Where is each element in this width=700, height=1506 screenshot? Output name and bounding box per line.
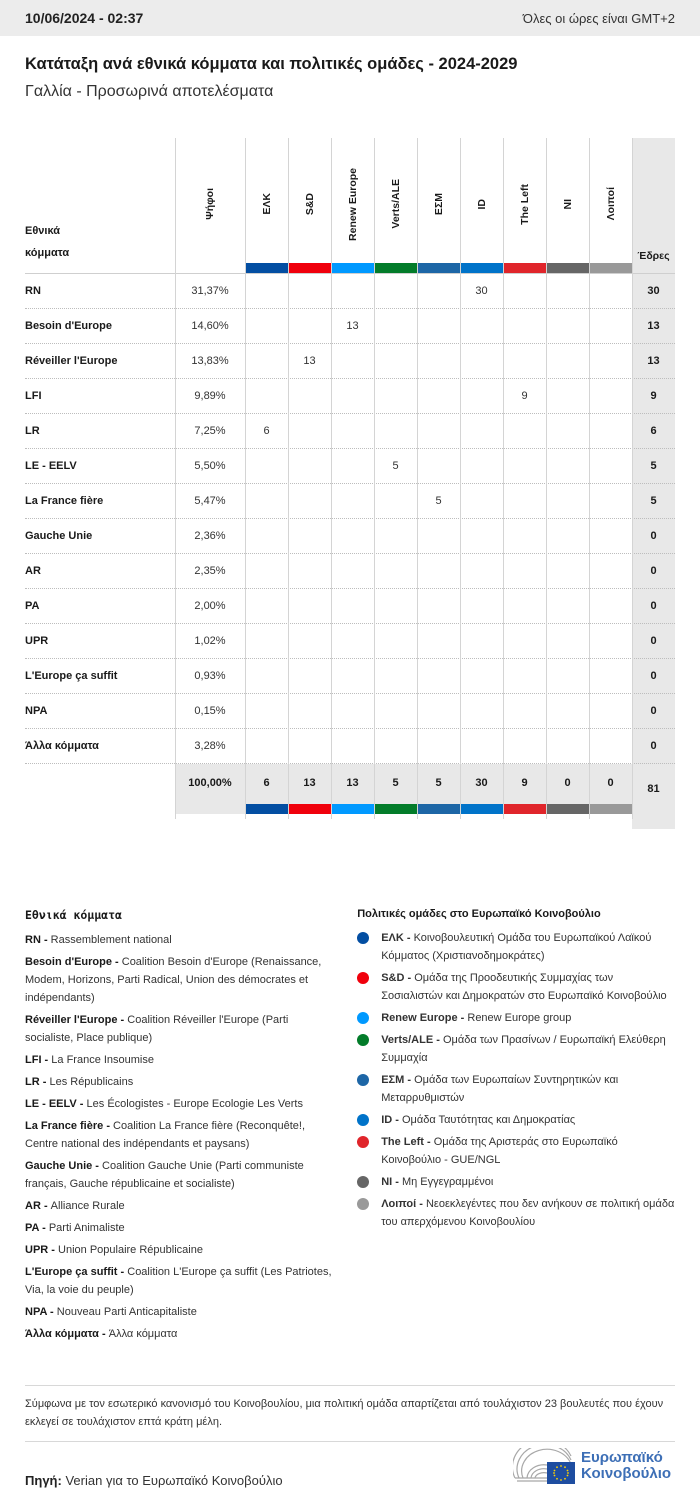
group-color-bar [461, 804, 503, 814]
separator: - [39, 1222, 49, 1234]
party-name: Gauche Unie [25, 530, 93, 542]
group-legend-item [357, 969, 675, 1005]
group-color-bar [418, 263, 460, 273]
source-line [25, 1473, 283, 1488]
table-row [25, 379, 675, 414]
separator: - [416, 1198, 426, 1210]
column-divider [417, 138, 418, 819]
group-seats-cell: 9 [521, 390, 528, 402]
party-name: Besoin d'Europe [25, 320, 112, 332]
party-legend-item [25, 1095, 333, 1113]
group-description: Ομάδα της Προοδευτικής Συμμαχίας των Σοσιαλιστών και Δημοκρατών στο Ευρωπαϊκό Κοινοβούλιο [381, 972, 667, 1002]
group-legend-text [381, 929, 675, 965]
total-group-seats: 9 [521, 777, 528, 789]
header-party-line1: Εθνικά [25, 225, 60, 237]
header-group-6 [503, 148, 546, 260]
total-seats-cell: 13 [647, 320, 660, 332]
separator: - [404, 972, 415, 984]
party-description: Coalition Besoin d'Europe (Renaissance, Modem, Horizons, Parti Radical, Union des démocrates et indépendants) [25, 956, 322, 1004]
party-abbr: NPA [25, 1306, 47, 1318]
party-abbr: LFI [25, 1054, 42, 1066]
group-color-dot-icon [357, 1012, 369, 1024]
party-abbr: LE - EELV [25, 1098, 77, 1110]
header-group-3 [374, 148, 417, 260]
group-description: Νεοεκλεγέντες που δεν ανήκουν σε πολιτική ομάδα του απερχόμενου Κοινοβουλίου [381, 1198, 675, 1228]
group-seats-cell: 30 [475, 285, 488, 297]
header-group-label: Verts/ALE [389, 179, 402, 229]
group-description: Μη Εγγεγραμμένοι [401, 1176, 494, 1188]
group-legend-item [357, 1111, 675, 1129]
group-seats-cell: 13 [303, 355, 316, 367]
column-divider [632, 138, 633, 819]
party-description: Nouveau Parti Anticapitaliste [56, 1306, 197, 1318]
header-votes-label: Ψήφοι [204, 188, 216, 220]
page-title: Κατάταξη ανά εθνικά κόμματα και πολιτικές ομάδες - 2024-2029 [25, 55, 518, 73]
party-legend-item [25, 1157, 333, 1193]
group-color-bar [590, 804, 632, 814]
party-description: Coalition La France fière (Reconquête!, Centre national des indépendants et paysans) [25, 1120, 306, 1150]
separator: - [92, 1160, 103, 1172]
total-seats-cell: 0 [650, 600, 657, 612]
total-seats-cell: 5 [650, 495, 657, 507]
party-description: Union Populaire Républicaine [58, 1244, 203, 1256]
total-seats-cell: 13 [647, 355, 660, 367]
table-row [25, 624, 675, 659]
group-color-dot-icon [357, 1176, 369, 1188]
total-group-seats: 5 [392, 777, 399, 789]
party-description: Coalition Gauche Unie (Parti communiste français, Gauche républicaine et socialiste) [25, 1160, 304, 1190]
group-legend-item [357, 1173, 675, 1191]
vote-share: 7,25% [194, 425, 226, 437]
party-legend-item [25, 1073, 333, 1091]
total-group-seats: 6 [263, 777, 270, 789]
group-legend-text [381, 1009, 571, 1027]
group-color-dot-icon [357, 1114, 369, 1126]
group-legend-item [357, 1071, 675, 1107]
source-label: Πηγή: [25, 1473, 62, 1488]
party-abbr: UPR [25, 1244, 49, 1256]
party-description: Rassemblement national [50, 934, 172, 946]
national-parties-legend [25, 908, 333, 1347]
group-abbr: The Left [381, 1136, 424, 1148]
separator: - [40, 934, 51, 946]
logo-line1: Ευρωπαϊκό [581, 1449, 663, 1466]
total-seats-cell: 0 [650, 740, 657, 752]
group-color-bar [590, 263, 632, 273]
party-name: La France fière [25, 495, 104, 507]
group-abbr: Λοιποί [381, 1198, 417, 1210]
party-description: Coalition L'Europe ça suffit (Les Patriotes, Via, la voie du peuple) [25, 1266, 332, 1296]
separator: - [98, 1328, 109, 1340]
group-legend-text [381, 1031, 675, 1067]
total-group-seats: 13 [346, 777, 359, 789]
party-name: LFI [25, 390, 42, 402]
party-description: Les Écologistes - Europe Ecologie Les Verts [86, 1098, 303, 1110]
party-description: Alliance Rurale [50, 1200, 125, 1212]
header-votes [175, 148, 245, 260]
total-group-seats: 0 [564, 777, 571, 789]
column-divider [503, 138, 504, 819]
group-legend-text [381, 1133, 675, 1169]
party-legend-item [25, 1241, 333, 1259]
party-legend-item [25, 1325, 333, 1343]
party-legend-item [25, 1011, 333, 1047]
logo-text [581, 1450, 671, 1482]
party-name: NPA [25, 705, 48, 717]
total-seats-cell: 5 [650, 460, 657, 472]
total-seats: 81 [647, 783, 660, 795]
column-divider [331, 138, 332, 819]
separator: - [392, 1114, 402, 1126]
group-abbr: ΕΣΜ [381, 1074, 405, 1086]
group-color-bar [504, 263, 546, 273]
group-description: Ομάδα των Πρασίνων / Ευρωπαϊκή Ελεύθερη Συμμαχία [381, 1034, 666, 1064]
legends [25, 908, 675, 1347]
column-divider [288, 138, 289, 819]
group-seats-cell: 6 [263, 425, 270, 437]
party-name: PA [25, 600, 40, 612]
vote-share: 5,50% [194, 460, 226, 472]
group-color-bar [375, 263, 417, 273]
european-parliament-logo [513, 1448, 671, 1484]
total-group-seats: 13 [303, 777, 316, 789]
group-legend-text [381, 1173, 493, 1191]
results-table [25, 138, 675, 814]
separator: - [39, 1076, 50, 1088]
group-color-dot-icon [357, 1198, 369, 1210]
logo-line2: Κοινοβούλιο [581, 1465, 672, 1482]
group-color-dot-icon [357, 1074, 369, 1086]
hemicycle-eu-flag-icon [513, 1448, 575, 1484]
total-group-seats: 0 [607, 777, 614, 789]
table-row [25, 589, 675, 624]
header-group-0 [245, 148, 288, 260]
header-group-7 [546, 148, 589, 260]
group-color-bar [461, 263, 503, 273]
party-abbr: LR [25, 1076, 40, 1088]
group-color-bar [547, 263, 589, 273]
column-divider [460, 138, 461, 819]
header-group-label: Λοιποί [604, 187, 617, 221]
party-legend-item [25, 1263, 333, 1299]
page-subtitle: Γαλλία - Προσωρινά αποτελέσματα [25, 83, 274, 100]
separator: - [103, 1120, 114, 1132]
separator: - [48, 1244, 59, 1256]
separator: - [433, 1034, 443, 1046]
total-votes: 100,00% [188, 777, 232, 789]
total-seats-cell: 6 [650, 425, 657, 437]
party-description: Les Républicains [49, 1076, 134, 1088]
party-abbr: Besoin d'Europe [25, 956, 112, 968]
table-row [25, 729, 675, 764]
header-seats: Έδρες [637, 250, 670, 262]
group-legend-text [381, 969, 675, 1005]
group-color-bar [289, 804, 331, 814]
group-legend-item [357, 929, 675, 965]
table-row [25, 659, 675, 694]
separator: - [111, 956, 122, 968]
party-legend-item [25, 1219, 333, 1237]
column-divider [374, 138, 375, 819]
group-description: Κοινοβουλευτική Ομάδα του Ευρωπαϊκού Λαϊκού Κόμματος (Χριστιανοδημοκράτες) [381, 932, 652, 962]
political-groups-legend [357, 908, 675, 1347]
group-seats-cell: 5 [435, 495, 442, 507]
table-row [25, 449, 675, 484]
party-abbr: PA [25, 1222, 40, 1234]
header-party-line2: κόμματα [25, 247, 70, 259]
header-group-label: The Left [518, 183, 531, 225]
party-name: AR [25, 565, 41, 577]
vote-share: 31,37% [191, 285, 229, 297]
header-group-8 [589, 148, 632, 260]
vote-share: 13,83% [191, 355, 229, 367]
group-legend-item [357, 1031, 675, 1067]
group-color-bar [375, 804, 417, 814]
total-seats-cell: 0 [650, 635, 657, 647]
table-row [25, 414, 675, 449]
group-seats-cell: 13 [346, 320, 359, 332]
total-seats-cell: 0 [650, 670, 657, 682]
column-divider [546, 138, 547, 819]
party-description: Parti Animaliste [48, 1222, 125, 1234]
header-national-parties [25, 220, 69, 264]
table-row [25, 519, 675, 554]
group-color-bar [504, 804, 546, 814]
group-legend-item [357, 1009, 675, 1027]
group-color-bar [418, 804, 460, 814]
party-abbr: La France fière [25, 1120, 104, 1132]
party-abbr: Άλλα κόμματα [25, 1328, 99, 1340]
party-abbr: Réveiller l'Europe [25, 1014, 118, 1026]
group-color-dot-icon [357, 972, 369, 984]
vote-share: 5,47% [194, 495, 226, 507]
party-description: Coalition Réveiller l'Europe (Parti socialiste, Place publique) [25, 1014, 289, 1044]
party-name: LE - EELV [25, 460, 77, 472]
national-parties-legend-title: Εθνικά κόμματα [25, 908, 122, 922]
table-row [25, 309, 675, 344]
total-seats-cell: 0 [650, 705, 657, 717]
group-color-dot-icon [357, 932, 369, 944]
group-formation-note: Σύμφωνα με τον εσωτερικό κανονισμό του Κοινοβουλίου, μια πολιτική ομάδα απαρτίζεται από τουλάχιστον 23 βουλευτές που έχουν εκλεγεί σε τουλάχιστον επτά κράτη μέλη. [25, 1385, 675, 1442]
separator: - [423, 1136, 434, 1148]
timezone-note: Όλες οι ώρες είναι GMT+2 [522, 10, 675, 26]
group-description: Ομάδα Ταυτότητας και Δημοκρατίας [401, 1114, 576, 1126]
vote-share: 2,36% [194, 530, 226, 542]
total-seats-cell: 9 [650, 390, 657, 402]
party-name: L'Europe ça suffit [25, 670, 118, 682]
group-legend-item [357, 1195, 675, 1231]
separator: - [40, 1200, 51, 1212]
vote-share: 1,02% [194, 635, 226, 647]
table-row [25, 274, 675, 309]
vote-share: 2,35% [194, 565, 226, 577]
group-abbr: NI [381, 1176, 393, 1188]
total-seats-cell: 30 [647, 285, 660, 297]
group-abbr: Renew Europe [381, 1012, 458, 1024]
group-description: Ομάδα της Αριστεράς στο Ευρωπαϊκό Κοινοβούλιο - GUE/NGL [381, 1136, 618, 1166]
separator: - [76, 1098, 87, 1110]
vote-share: 3,28% [194, 740, 226, 752]
group-legend-text [381, 1195, 675, 1231]
party-legend-item [25, 953, 333, 1007]
party-legend-item [25, 931, 333, 949]
separator: - [41, 1054, 52, 1066]
header-group-label: NI [561, 198, 574, 210]
separator: - [117, 1014, 128, 1026]
group-abbr: S&D [381, 972, 405, 984]
group-color-bar [246, 804, 288, 814]
top-bar [0, 0, 700, 36]
party-abbr: RN [25, 934, 41, 946]
group-color-bar [246, 263, 288, 273]
vote-share: 2,00% [194, 600, 226, 612]
table-row [25, 554, 675, 589]
header-group-label: ΕΛΚ [260, 193, 273, 215]
group-color-bar [547, 804, 589, 814]
group-description: Ομάδα των Ευρωπαίων Συντηρητικών και Μεταρρυθμιστών [381, 1074, 619, 1104]
party-name: LR [25, 425, 40, 437]
group-color-bar [332, 263, 374, 273]
total-seats-cell: 0 [650, 530, 657, 542]
group-legend-text [381, 1071, 675, 1107]
party-legend-item [25, 1303, 333, 1321]
header-group-5 [460, 148, 503, 260]
column-divider [589, 138, 590, 819]
timestamp: 10/06/2024 - 02:37 [25, 10, 144, 26]
header-group-1 [288, 148, 331, 260]
group-abbr: ΕΛΚ [381, 932, 404, 944]
party-name: UPR [25, 635, 49, 647]
header-group-2 [331, 148, 374, 260]
header-group-4 [417, 148, 460, 260]
group-color-dot-icon [357, 1136, 369, 1148]
separator: - [47, 1306, 57, 1318]
table-body [25, 274, 675, 764]
table-row [25, 344, 675, 379]
party-abbr: L'Europe ça suffit [25, 1266, 118, 1278]
party-description: La France Insoumise [51, 1054, 154, 1066]
party-legend-item [25, 1117, 333, 1153]
separator: - [403, 932, 414, 944]
table-header [25, 138, 675, 274]
table-row [25, 484, 675, 519]
group-color-dot-icon [357, 1034, 369, 1046]
party-name: RN [25, 285, 41, 297]
political-groups-legend-title: Πολιτικές ομάδες στο Ευρωπαϊκό Κοινοβούλιο [357, 908, 601, 920]
group-seats-cell: 5 [392, 460, 399, 472]
party-abbr: Gauche Unie [25, 1160, 93, 1172]
group-abbr: ID [381, 1114, 393, 1126]
party-description: Άλλα κόμματα [108, 1328, 178, 1340]
vote-share: 0,93% [194, 670, 226, 682]
party-name: Réveiller l'Europe [25, 355, 118, 367]
party-abbr: AR [25, 1200, 41, 1212]
vote-share: 9,89% [194, 390, 226, 402]
separator: - [457, 1012, 468, 1024]
header-group-label: ID [475, 198, 488, 210]
column-divider [175, 138, 176, 819]
party-name: Άλλα κόμματα [25, 740, 99, 752]
group-description: Renew Europe group [467, 1012, 572, 1024]
party-legend-item [25, 1197, 333, 1215]
vote-share: 0,15% [194, 705, 226, 717]
header-group-label: S&D [303, 192, 316, 216]
total-group-seats: 30 [475, 777, 488, 789]
group-abbr: Verts/ALE [381, 1034, 434, 1046]
header-group-label: Renew Europe [346, 167, 359, 241]
group-legend-text [381, 1111, 575, 1129]
column-divider [245, 138, 246, 819]
separator: - [404, 1074, 415, 1086]
separator: - [392, 1176, 402, 1188]
group-color-bar [332, 804, 374, 814]
table-row [25, 694, 675, 729]
group-color-bar [289, 263, 331, 273]
separator: - [117, 1266, 128, 1278]
total-group-seats: 5 [435, 777, 442, 789]
party-legend-item [25, 1051, 333, 1069]
source-text: Verian για το Ευρωπαϊκό Κοινοβούλιο [65, 1473, 283, 1488]
total-seats-cell: 0 [650, 565, 657, 577]
group-legend-item [357, 1133, 675, 1169]
vote-share: 14,60% [191, 320, 229, 332]
header-group-label: ΕΣΜ [432, 192, 445, 216]
table-total-row [25, 764, 675, 814]
